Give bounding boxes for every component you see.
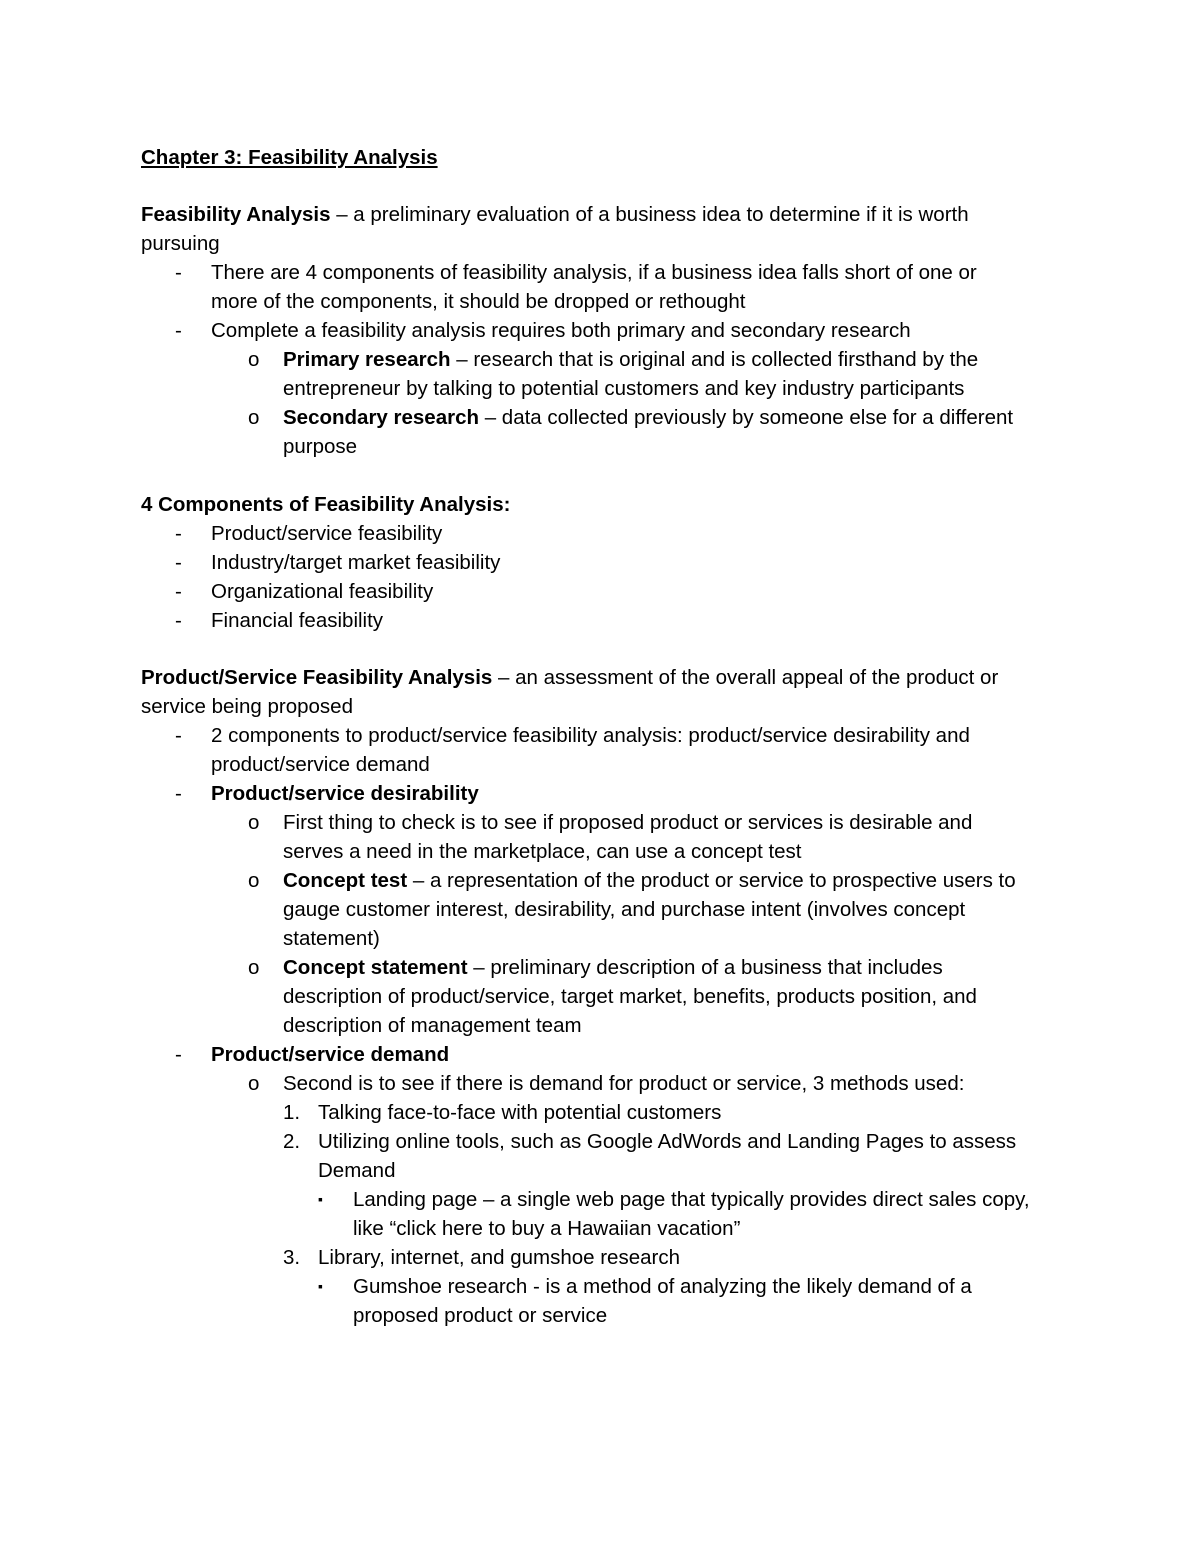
item-text: 2 components to product/service feasibility analysis: product/service desirability and	[211, 724, 970, 747]
item-text: Financial feasibility	[211, 609, 384, 632]
item-text: like “click here to buy a Hawaiian vacation”	[353, 1217, 741, 1240]
dash-bullet: -	[175, 724, 182, 747]
circle-bullet: o	[248, 406, 260, 429]
circle-bullet: o	[248, 811, 260, 834]
term: Product/Service Feasibility Analysis	[141, 666, 493, 689]
square-bullet: ▪	[318, 1191, 323, 1207]
definition-text-cont: service being proposed	[141, 695, 353, 718]
item-text: description of management team	[283, 1014, 582, 1037]
item-text: Gumshoe research - is a method of analyzing the likely demand of a	[353, 1275, 972, 1298]
circle-bullet: o	[248, 869, 260, 892]
item-text: entrepreneur by talking to potential customers and key industry participants	[283, 377, 965, 400]
dash-bullet: -	[175, 551, 182, 574]
item-text: statement)	[283, 927, 380, 950]
circle-bullet: o	[248, 1072, 260, 1095]
item-text: Demand	[318, 1159, 396, 1182]
item-text: – preliminary description of a business that includes	[467, 956, 943, 979]
dash-bullet: -	[175, 609, 182, 632]
number: 1.	[283, 1101, 301, 1124]
item-text: Second is to see if there is demand for product or service, 3 methods used:	[283, 1072, 965, 1095]
item-text: proposed product or service	[353, 1304, 608, 1327]
item-text: – a representation of the product or service to prospective users to	[407, 869, 1016, 892]
dash-bullet: -	[175, 782, 182, 805]
product-service-definition	[141, 663, 1041, 721]
item-text: gauge customer interest, desirability, and purchase intent (involves concept	[283, 898, 966, 921]
item-text: Industry/target market feasibility	[211, 551, 501, 574]
dash-bullet: -	[175, 522, 182, 545]
item-text: description of product/service, target market, benefits, products position, and	[283, 985, 977, 1008]
subheading: Product/service desirability	[211, 782, 479, 805]
item-text: serves a need in the marketplace, can use a concept test	[283, 840, 802, 863]
item-text: Talking face-to-face with potential customers	[318, 1101, 722, 1124]
item-text: purpose	[283, 435, 358, 458]
item-text: Utilizing online tools, such as Google AdWords and Landing Pages to assess	[318, 1130, 1017, 1153]
item-text: Library, internet, and gumshoe research	[318, 1246, 680, 1269]
circle-bullet: o	[248, 956, 260, 979]
dash-bullet: -	[175, 261, 182, 284]
square-bullet: ▪	[318, 1278, 323, 1294]
item-text: Organizational feasibility	[211, 580, 434, 603]
item-text: Product/service feasibility	[211, 522, 443, 545]
definition-text-cont: pursuing	[141, 232, 220, 255]
feasibility-definition	[141, 200, 1041, 258]
circle-bullet: o	[248, 348, 260, 371]
components-heading: 4 Components of Feasibility Analysis:	[141, 493, 511, 516]
item-text: First thing to check is to see if proposed product or services is desirable and	[283, 811, 973, 834]
number: 2.	[283, 1130, 301, 1153]
item-text: There are 4 components of feasibility analysis, if a business idea falls short of one or	[211, 261, 977, 284]
term: Secondary research	[283, 406, 480, 429]
definition-text: – a preliminary evaluation of a business idea to determine if it is worth	[330, 203, 969, 226]
subheading: Product/service demand	[211, 1043, 450, 1066]
item-text: Landing page – a single web page that typically provides direct sales copy,	[353, 1188, 1030, 1211]
dash-bullet: -	[175, 1043, 182, 1066]
item-text: product/service demand	[211, 753, 430, 776]
item-text: Complete a feasibility analysis requires both primary and secondary research	[211, 319, 911, 342]
item-text: – data collected previously by someone else for a different	[479, 406, 1014, 429]
number: 3.	[283, 1246, 301, 1269]
dash-bullet: -	[175, 319, 182, 342]
dash-bullet: -	[175, 580, 182, 603]
item-text: more of the components, it should be dropped or rethought	[211, 290, 746, 313]
term: Concept test	[283, 869, 408, 892]
term: Feasibility Analysis	[141, 203, 331, 226]
definition-text: – an assessment of the overall appeal of the product or	[492, 666, 999, 689]
item-text: – research that is original and is collected firsthand by the	[450, 348, 979, 371]
term: Primary research	[283, 348, 451, 371]
term: Concept statement	[283, 956, 468, 979]
page-title: Chapter 3: Feasibility Analysis	[141, 146, 438, 169]
